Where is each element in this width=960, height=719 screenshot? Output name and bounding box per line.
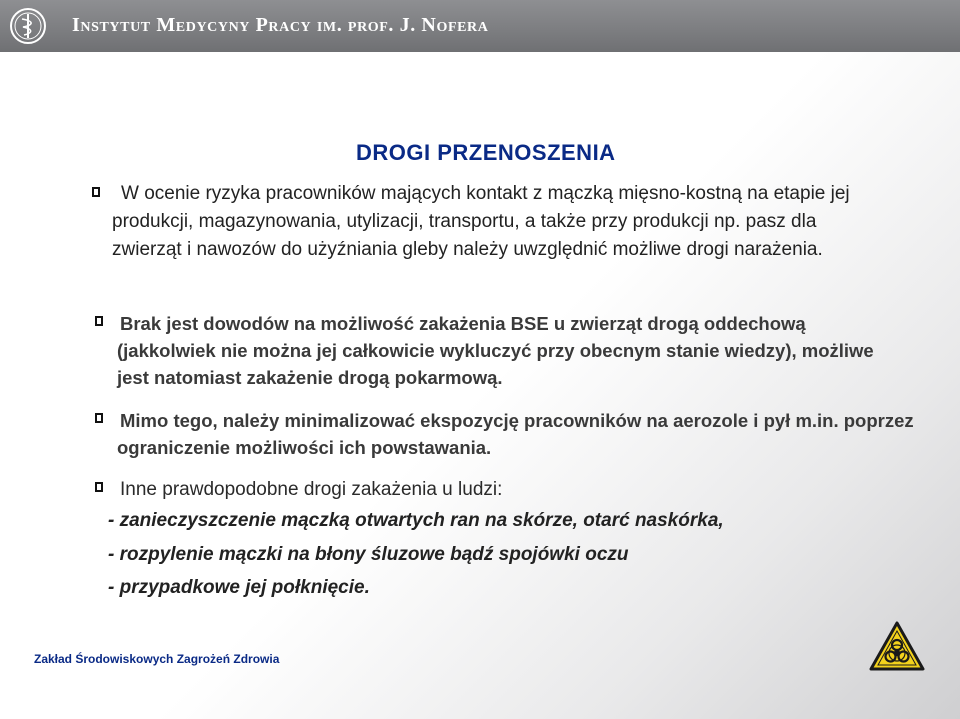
biohazard-warning-icon (868, 620, 926, 672)
caduceus-icon (9, 7, 47, 45)
intro-paragraph: W ocenie ryzyka pracowników mających kontakt z mączką mięsno-kostną na etapie jej produkcji, magazynowania, utylizacji, transportu, a także przy produkcji np. pasz dla zwierząt i nawozów do użyźniania gleby należy uwzględnić możliwe drogi narażenia. (112, 183, 850, 260)
square-bullet-icon (95, 482, 103, 492)
sub-item-3: - przypadkowe jej połknięcie. (108, 577, 370, 598)
footer-department: Zakład Środowiskowych Zagrożeń Zdrowia (34, 652, 280, 666)
bullet-paragraph-3: Inne prawdopodobne drogi zakażenia u ludzi: (120, 479, 503, 500)
square-bullet-icon (95, 316, 103, 326)
header-bar (0, 0, 960, 52)
institute-name: Instytut Medycyny Pracy im. prof. J. Nofera (72, 14, 489, 36)
bullet-paragraph-1: Brak jest dowodów na możliwość zakażenia BSE u zwierząt drogą oddechową (jakkolwiek nie można jej całkowicie wykluczyć przy obecnym stanie wiedzy), możliwe jest natomiast zakażenie drogą pokarmową. (117, 313, 874, 388)
bullet-paragraph-2: Mimo tego, należy minimalizować ekspozycję pracowników na aerozole i pył m.in. poprzez ograniczenie możliwości ich powstawania. (117, 410, 914, 458)
slide-title: DROGI PRZENOSZENIA (356, 140, 616, 165)
square-bullet-icon (95, 413, 103, 423)
sub-item-2: - rozpylenie mączki na błony śluzowe bądź spojówki oczu (108, 544, 629, 565)
square-bullet-icon (92, 187, 100, 197)
sub-item-1: - zanieczyszczenie mączką otwartych ran na skórze, otarć naskórka, (108, 510, 724, 531)
